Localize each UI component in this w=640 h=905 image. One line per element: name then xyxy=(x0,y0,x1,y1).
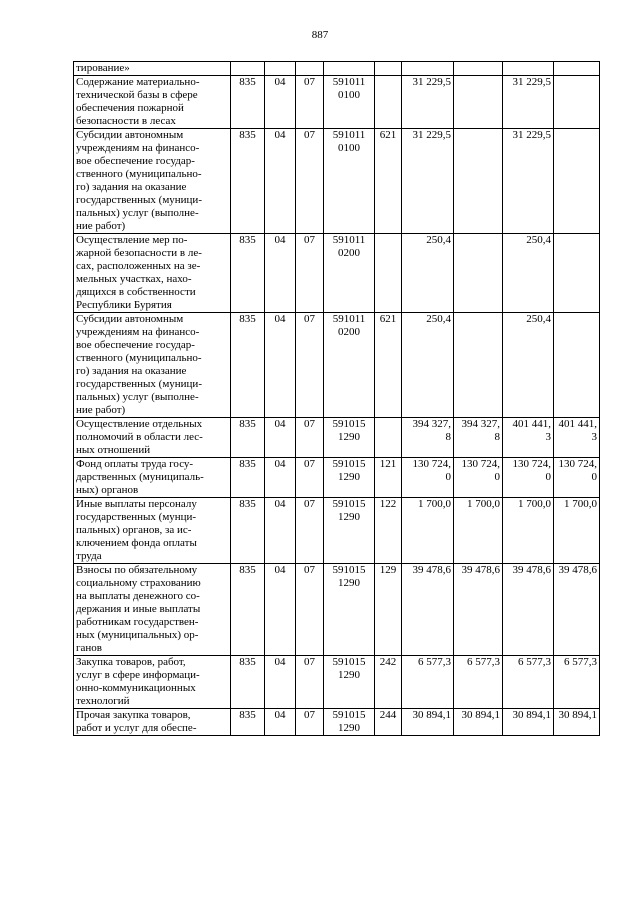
item-name-cell-line: учреждениям на финансо- xyxy=(76,142,200,154)
amount-1-cell-line: 30 894,1 xyxy=(412,709,451,721)
target-article-cell-line: 591015 xyxy=(332,656,366,668)
item-name-cell-line: го) задания на оказание xyxy=(76,181,187,193)
target-article-cell xyxy=(324,458,375,498)
subsection-code-cell: 07 xyxy=(296,234,324,313)
item-name-cell-line: Закупка товаров, работ, xyxy=(76,656,186,668)
item-name-cell-line: безопасности в лесах xyxy=(76,115,176,127)
amount-4-cell-line: 3 xyxy=(591,431,597,443)
amount-3-cell-line: 6 577,3 xyxy=(518,656,551,668)
amount-2-cell-line: 394 327, xyxy=(461,418,500,430)
amount-2-cell xyxy=(454,76,503,129)
amount-3-cell xyxy=(503,62,554,76)
amount-1-cell xyxy=(402,129,454,234)
expense-type-cell: 244 xyxy=(375,709,402,736)
amount-3-cell-line: 130 724, xyxy=(512,458,551,470)
subsection-code-cell: 07 xyxy=(296,129,324,234)
ministry-code-cell: 835 xyxy=(231,418,265,458)
table-row xyxy=(74,62,600,76)
item-name-cell-line: ных) органов xyxy=(76,484,139,496)
amount-3-cell-line: 30 894,1 xyxy=(512,709,551,721)
ministry-code-cell xyxy=(231,62,265,76)
section-code-cell: 04 xyxy=(265,656,296,709)
section-code-cell: 04 xyxy=(265,129,296,234)
amount-3-cell xyxy=(503,458,554,498)
item-name-cell xyxy=(74,62,231,76)
ministry-code-cell: 835 xyxy=(231,498,265,564)
expense-type-cell: 621 xyxy=(375,129,402,234)
target-article-cell-line: 591015 xyxy=(332,564,366,576)
expense-type-cell xyxy=(375,76,402,129)
item-name-cell-line: сах, расположенных на зе- xyxy=(76,260,201,272)
target-article-cell xyxy=(324,709,375,736)
expense-type-cell: 129 xyxy=(375,564,402,656)
amount-1-cell xyxy=(402,62,454,76)
subsection-code-cell: 07 xyxy=(296,709,324,736)
amount-4-cell-line: 1 700,0 xyxy=(564,498,597,510)
table-body xyxy=(74,62,600,736)
item-name-cell-line: пальных) услуг (выполне- xyxy=(76,391,199,403)
target-article-cell-line: 591011 xyxy=(332,313,366,325)
table-row xyxy=(74,709,600,736)
amount-3-cell-line: 1 700,0 xyxy=(518,498,551,510)
item-name-cell-line: работ и услуг для обеспе- xyxy=(76,722,197,734)
item-name-cell xyxy=(74,76,231,129)
ministry-code-cell: 835 xyxy=(231,656,265,709)
item-name-cell-line: ганов xyxy=(76,642,102,654)
item-name-cell-line: государственных (муници- xyxy=(76,194,202,206)
target-article-cell-line: 0100 xyxy=(338,89,360,101)
amount-4-cell xyxy=(554,564,600,656)
section-code-cell: 04 xyxy=(265,418,296,458)
item-name-cell-line: мельных участках, нахо- xyxy=(76,273,192,285)
item-name-cell-line: технологий xyxy=(76,695,130,707)
amount-4-cell-line: 30 894,1 xyxy=(558,709,597,721)
ministry-code-cell: 835 xyxy=(231,564,265,656)
item-name-cell-line: работникам государствен- xyxy=(76,616,199,628)
table-row xyxy=(74,498,600,564)
table-row xyxy=(74,129,600,234)
amount-3-cell-line: 250,4 xyxy=(526,234,551,246)
target-article-cell-line: 0100 xyxy=(338,142,360,154)
amount-4-cell xyxy=(554,234,600,313)
item-name-cell-line: держания и иные выплаты xyxy=(76,603,201,615)
target-article-cell-line: 0200 xyxy=(338,247,360,259)
subsection-code-cell: 07 xyxy=(296,656,324,709)
item-name-cell xyxy=(74,498,231,564)
section-code-cell xyxy=(265,62,296,76)
amount-1-cell-line: 1 700,0 xyxy=(418,498,451,510)
amount-1-cell xyxy=(402,498,454,564)
amount-1-cell-line: 39 478,6 xyxy=(412,564,451,576)
amount-2-cell xyxy=(454,62,503,76)
table-row xyxy=(74,76,600,129)
target-article-cell-line: 1290 xyxy=(338,431,360,443)
item-name-cell-line: Осуществление мер по- xyxy=(76,234,188,246)
target-article-cell-line: 1290 xyxy=(338,511,360,523)
item-name-cell-line: полномочий в области лес- xyxy=(76,431,203,443)
expense-type-cell xyxy=(375,418,402,458)
item-name-cell xyxy=(74,656,231,709)
amount-3-cell xyxy=(503,76,554,129)
amount-2-cell-line: 1 700,0 xyxy=(467,498,500,510)
section-code-cell: 04 xyxy=(265,234,296,313)
ministry-code-cell: 835 xyxy=(231,313,265,418)
amount-1-cell-line: 31 229,5 xyxy=(412,76,451,88)
table-row xyxy=(74,458,600,498)
amount-2-cell-line: 39 478,6 xyxy=(461,564,500,576)
subsection-code-cell: 07 xyxy=(296,76,324,129)
item-name-cell-line: услуг в сфере информаци- xyxy=(76,669,200,681)
amount-4-cell xyxy=(554,313,600,418)
subsection-code-cell: 07 xyxy=(296,498,324,564)
item-name-cell-line: вое обеспечение государ- xyxy=(76,155,195,167)
target-article-cell-line: 591015 xyxy=(332,418,366,430)
target-article-cell-line: 591011 xyxy=(332,234,366,246)
target-article-cell-line: 591011 xyxy=(332,76,366,88)
table-row xyxy=(74,564,600,656)
amount-3-cell-line: 31 229,5 xyxy=(512,76,551,88)
item-name-cell-line: на выплаты денежного со- xyxy=(76,590,200,602)
item-name-cell-line: Иные выплаты персоналу xyxy=(76,498,197,510)
amount-2-cell xyxy=(454,458,503,498)
target-article-cell-line: 0200 xyxy=(338,326,360,338)
amount-2-cell xyxy=(454,709,503,736)
ministry-code-cell: 835 xyxy=(231,234,265,313)
item-name-cell-line: жарной безопасности в ле- xyxy=(76,247,202,259)
amount-4-cell xyxy=(554,709,600,736)
target-article-cell xyxy=(324,656,375,709)
expense-type-cell: 122 xyxy=(375,498,402,564)
amount-3-cell xyxy=(503,498,554,564)
amount-2-cell xyxy=(454,313,503,418)
amount-1-cell-line: 130 724, xyxy=(412,458,451,470)
item-name-cell xyxy=(74,458,231,498)
amount-3-cell xyxy=(503,564,554,656)
amount-1-cell-line: 394 327, xyxy=(412,418,451,430)
amount-2-cell xyxy=(454,498,503,564)
amount-2-cell-line: 130 724, xyxy=(461,458,500,470)
amount-4-cell xyxy=(554,458,600,498)
amount-3-cell-line: 401 441, xyxy=(512,418,551,430)
amount-1-cell xyxy=(402,656,454,709)
item-name-cell-line: пальных) услуг (выполне- xyxy=(76,207,199,219)
amount-4-cell xyxy=(554,418,600,458)
subsection-code-cell xyxy=(296,62,324,76)
item-name-cell-line: ние работ) xyxy=(76,404,126,416)
target-article-cell-line: 1290 xyxy=(338,577,360,589)
amount-2-cell xyxy=(454,129,503,234)
item-name-cell-line: Осуществление отдельных xyxy=(76,418,203,430)
target-article-cell xyxy=(324,129,375,234)
ministry-code-cell: 835 xyxy=(231,458,265,498)
amount-2-cell xyxy=(454,418,503,458)
amount-1-cell-line: 31 229,5 xyxy=(412,129,451,141)
table-row xyxy=(74,418,600,458)
amount-3-cell xyxy=(503,129,554,234)
amount-2-cell-line: 30 894,1 xyxy=(461,709,500,721)
amount-3-cell xyxy=(503,313,554,418)
item-name-cell-line: обеспечения пожарной xyxy=(76,102,184,114)
amount-3-cell-line: 0 xyxy=(545,471,551,483)
amount-1-cell-line: 0 xyxy=(445,471,451,483)
item-name-cell xyxy=(74,418,231,458)
amount-4-cell xyxy=(554,129,600,234)
target-article-cell xyxy=(324,498,375,564)
item-name-cell-line: го) задания на оказание xyxy=(76,365,187,377)
budget-table xyxy=(73,61,600,736)
amount-4-cell-line: 6 577,3 xyxy=(564,656,597,668)
item-name-cell-line: ных отношений xyxy=(76,444,151,456)
amount-4-cell xyxy=(554,656,600,709)
item-name-cell-line: тирование» xyxy=(76,62,130,74)
item-name-cell-line: дящихся в собственности xyxy=(76,286,196,298)
target-article-cell-line: 591015 xyxy=(332,709,366,721)
amount-1-cell xyxy=(402,76,454,129)
amount-4-cell-line: 0 xyxy=(591,471,597,483)
item-name-cell-line: труда xyxy=(76,550,102,562)
item-name-cell-line: Фонд оплаты труда госу- xyxy=(76,458,194,470)
item-name-cell-line: онно-коммуникационных xyxy=(76,682,196,694)
subsection-code-cell: 07 xyxy=(296,313,324,418)
amount-1-cell-line: 6 577,3 xyxy=(418,656,451,668)
item-name-cell-line: дарственных (муниципаль- xyxy=(76,471,204,483)
amount-4-cell xyxy=(554,62,600,76)
item-name-cell-line: технической базы в сфере xyxy=(76,89,198,101)
amount-3-cell xyxy=(503,418,554,458)
expense-type-cell: 621 xyxy=(375,313,402,418)
section-code-cell: 04 xyxy=(265,564,296,656)
amount-1-cell xyxy=(402,709,454,736)
item-name-cell-line: Субсидии автономным xyxy=(76,313,184,325)
item-name-cell-line: Взносы по обязательному xyxy=(76,564,198,576)
section-code-cell: 04 xyxy=(265,498,296,564)
subsection-code-cell: 07 xyxy=(296,564,324,656)
expense-type-cell xyxy=(375,234,402,313)
amount-3-cell-line: 250,4 xyxy=(526,313,551,325)
ministry-code-cell: 835 xyxy=(231,709,265,736)
expense-type-cell xyxy=(375,62,402,76)
target-article-cell-line: 591015 xyxy=(332,498,366,510)
item-name-cell-line: ственного (муниципально- xyxy=(76,168,202,180)
amount-4-cell-line: 401 441, xyxy=(558,418,597,430)
ministry-code-cell: 835 xyxy=(231,129,265,234)
page-number: 887 xyxy=(311,29,329,41)
amount-2-cell xyxy=(454,564,503,656)
amount-2-cell xyxy=(454,234,503,313)
item-name-cell-line: учреждениям на финансо- xyxy=(76,326,200,338)
amount-1-cell xyxy=(402,458,454,498)
expense-type-cell: 242 xyxy=(375,656,402,709)
target-article-cell xyxy=(324,418,375,458)
amount-2-cell-line: 0 xyxy=(494,471,500,483)
item-name-cell-line: социальному страхованию xyxy=(76,577,201,589)
amount-3-cell xyxy=(503,656,554,709)
amount-1-cell xyxy=(402,564,454,656)
amount-3-cell xyxy=(503,234,554,313)
item-name-cell-line: Прочая закупка товаров, xyxy=(76,709,191,721)
target-article-cell xyxy=(324,62,375,76)
item-name-cell-line: государственных (муници- xyxy=(76,378,202,390)
amount-4-cell-line: 39 478,6 xyxy=(558,564,597,576)
amount-2-cell-line: 6 577,3 xyxy=(467,656,500,668)
amount-1-cell-line: 250,4 xyxy=(426,313,451,325)
target-article-cell-line: 591015 xyxy=(332,458,366,470)
section-code-cell: 04 xyxy=(265,458,296,498)
section-code-cell: 04 xyxy=(265,76,296,129)
target-article-cell xyxy=(324,564,375,656)
table-row xyxy=(74,313,600,418)
target-article-cell xyxy=(324,76,375,129)
amount-4-cell xyxy=(554,76,600,129)
item-name-cell-line: ние работ) xyxy=(76,220,126,232)
section-code-cell: 04 xyxy=(265,709,296,736)
section-code-cell: 04 xyxy=(265,313,296,418)
item-name-cell-line: Республики Бурятия xyxy=(76,299,172,311)
amount-3-cell-line: 3 xyxy=(545,431,551,443)
item-name-cell-line: пальных) органов, за ис- xyxy=(76,524,192,536)
amount-3-cell-line: 31 229,5 xyxy=(512,129,551,141)
amount-1-cell-line: 8 xyxy=(445,431,451,443)
item-name-cell-line: государственных (мунци- xyxy=(76,511,197,523)
target-article-cell xyxy=(324,313,375,418)
target-article-cell xyxy=(324,234,375,313)
amount-1-cell-line: 250,4 xyxy=(426,234,451,246)
amount-2-cell xyxy=(454,656,503,709)
amount-3-cell-line: 39 478,6 xyxy=(512,564,551,576)
ministry-code-cell: 835 xyxy=(231,76,265,129)
amount-1-cell xyxy=(402,234,454,313)
subsection-code-cell: 07 xyxy=(296,458,324,498)
amount-2-cell-line: 8 xyxy=(494,431,500,443)
target-article-cell-line: 1290 xyxy=(338,471,360,483)
amount-4-cell xyxy=(554,498,600,564)
item-name-cell-line: ключением фонда оплаты xyxy=(76,537,197,549)
item-name-cell-line: Содержание материально- xyxy=(76,76,200,88)
item-name-cell-line: ственного (муниципально- xyxy=(76,352,202,364)
item-name-cell-line: ных (муниципальных) ор- xyxy=(76,629,199,641)
item-name-cell-line: вое обеспечение государ- xyxy=(76,339,195,351)
target-article-cell-line: 591011 xyxy=(332,129,366,141)
item-name-cell xyxy=(74,564,231,656)
amount-1-cell xyxy=(402,418,454,458)
item-name-cell xyxy=(74,313,231,418)
amount-3-cell xyxy=(503,709,554,736)
expense-type-cell: 121 xyxy=(375,458,402,498)
amount-4-cell-line: 130 724, xyxy=(558,458,597,470)
subsection-code-cell: 07 xyxy=(296,418,324,458)
item-name-cell xyxy=(74,709,231,736)
table-row xyxy=(74,656,600,709)
target-article-cell-line: 1290 xyxy=(338,722,360,734)
item-name-cell xyxy=(74,129,231,234)
item-name-cell-line: Субсидии автономным xyxy=(76,129,184,141)
amount-1-cell xyxy=(402,313,454,418)
item-name-cell xyxy=(74,234,231,313)
target-article-cell-line: 1290 xyxy=(338,669,360,681)
table-row xyxy=(74,234,600,313)
